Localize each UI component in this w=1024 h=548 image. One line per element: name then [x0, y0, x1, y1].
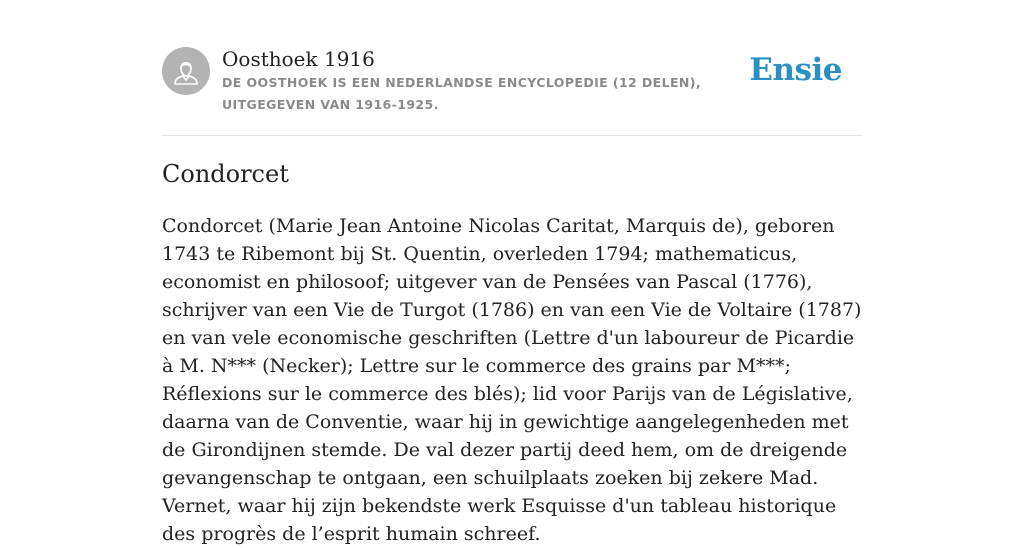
- source-title[interactable]: Oosthoek 1916: [222, 47, 375, 71]
- ensie-logo[interactable]: Ensie: [749, 52, 842, 88]
- source-header: [162, 46, 862, 136]
- source-description: DE OOSTHOEK IS EEN NEDERLANDSE ENCYCLOPEDIE (12 DELEN), UITGEGEVEN VAN 1916-1925.: [222, 75, 702, 112]
- article-body: Condorcet (Marie Jean Antoine Nicolas Caritat, Marquis de), geboren 1743 te Ribemont bij St. Quentin, overleden 1794; mathematicus, economist en philosoof; uitgever van de Pensées van Pascal (1776), schrijver van een Vie de Turgot (1786) en van een Vie de Voltaire (1787) en van vele economische geschriften (Lettre d'un laboureur de Picardie à M. N*** (Necker); Lettre sur le commerce des grains par M***; Réflexions sur le commerce des blés); lid voor Parijs van de Législative, daarna van de Conventie, waar hij in gewichtige aangelegenheden met de Girondijnen stemde. De val dezer partij deed hem, om de dreigende gevangenschap te ontgaan, een schuilplaats zoeken bij zekere Mad. Vernet, waar hij zijn bekendste werk Esquisse d'un tableau historique des progrès de l’esprit humain schreef.: [162, 215, 862, 545]
- user-icon: [162, 47, 210, 95]
- source-avatar[interactable]: [162, 47, 210, 95]
- article-title: Condorcet: [162, 160, 289, 188]
- header-divider: [162, 135, 862, 136]
